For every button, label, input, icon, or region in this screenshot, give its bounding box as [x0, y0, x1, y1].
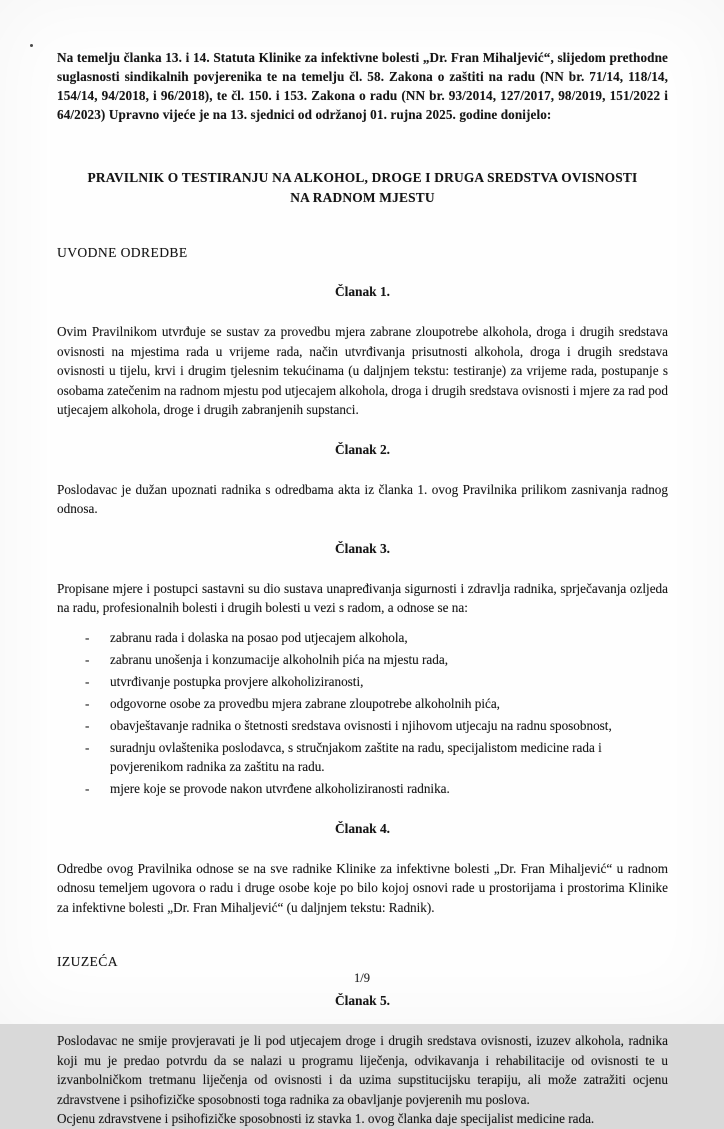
article-1-heading: Članak 1.	[334, 284, 391, 299]
page-number: 1/9	[354, 971, 370, 985]
article-2-paragraph: Poslodavac je dužan upoznati radnika s odredbama akta iz članka 1. ovog Pravilnika prilikom zasnivanja radnog odnosa.	[57, 481, 668, 516]
article-4-paragraph: Odredbe ovog Pravilnika odnose se na sve radnike Klinike za infektivne bolesti „Dr. Fran Mihaljević“ u radnom odnosu temeljem ugovora o radu i druge osobe koje po bilo kojoj osnovi rade u prostorijama i prostorima Klinike za infektivne bolesti „Dr. Fran Mihaljević“ (u daljnjem tekstu: Radnik).	[57, 860, 668, 915]
list-item: - zabranu unošenja i konzumacije alkoholnih pića na mjestu rada,	[85, 650, 668, 670]
list-item: - odgovorne osobe za provedbu mjera zabrane zloupotrebe alkoholnih pića,	[85, 694, 668, 714]
section-heading-uvodne-odredbe: UVODNE ODREDBE	[57, 245, 188, 260]
list-item: - utvrđivanje postupka provjere alkoholiziranosti,	[85, 672, 668, 692]
preamble-paragraph: Na temelju članka 13. i 14. Statuta Klinike za infektivne bolesti „Dr. Fran Mihaljević“, slijedom prethodne suglasnosti sindikalnih povjerenika te na temelju čl. 58. Zakona o zaštiti na radu (NN br. 71/14, 118/14, 154/14, 94/2018, i 96/2018), te čl. 150. i 153. Zakona o radu (NN br. 93/2014, 127/2017, 98/2019, 151/2022 i 64/2023) Upravno vijeće je na 13. sjednici od održanoj 01. rujna 2025. godine donijelo:	[57, 50, 668, 122]
list-item: - obavještavanje radnika o štetnosti sredstava ovisnosti i njihovom utjecaju na radnu sposobnost,	[85, 716, 668, 736]
article-4-heading: Članak 4.	[334, 820, 391, 836]
document-content	[57, 48, 668, 1129]
list-item: - suradnju ovlaštenika poslodavca, s stručnjakom zaštite na radu, specijalistom medicine rada i povjerenikom radnika za zaštitu na radu.	[85, 738, 668, 777]
article-3-dash-list	[57, 628, 668, 799]
article-3-paragraph: Propisane mjere i postupci sastavni su dio sustava unapređivanja sigurnosti i zdravlja radnika, sprječavanja ozljeda na radu, profesionalnih bolesti i drugih bolesti u vezi s radom, a odnose se na:	[57, 580, 668, 615]
document-title: PRAVILNIK O TESTIRANJU NA ALKOHOL, DROGE I DRUGA SREDSTVA OVISNOSTI NA RADNOM MJESTU	[87, 170, 638, 205]
article-3-heading: Članak 3.	[334, 540, 391, 556]
article-1-paragraph: Ovim Pravilnikom utvrđuje se sustav za provedbu mjera zabrane zloupotrebe alkohola, droga i drugih sredstava ovisnosti na mjestima rada u vrijeme rada, način utvrđivanja prisutnosti alkohola, droga i drugih sredstava ovisnosti u tijelu, krvi i drugim tjelesnim tekućinama (u daljnjem tekstu: testiranje) za vrijeme rada, postupanje s osobama zatečenim na radnom mjestu pod utjecajem alkohola, droga i drugih sredstava ovisnosti i mjere za rad pod utjecajem alkohola, droge i drugih zabranjenih supstanci.	[57, 324, 668, 417]
article-5-heading: Članak 5.	[334, 993, 391, 1008]
list-item: - zabranu rada i dolaska na posao pod utjecajem alkohola,	[85, 628, 668, 648]
section-heading-izuzeca: IZUZEĆA	[57, 954, 118, 969]
list-item: - mjere koje se provode nakon utvrđene alkoholiziranosti radnika.	[85, 779, 668, 799]
article-2-heading: Članak 2.	[334, 441, 391, 457]
article-5-paragraph-2: Ocjenu zdravstvene i psihofizičke sposobnosti iz stavka 1. ovog članka daje specijalist medicine rada.	[57, 1111, 595, 1126]
article-5-paragraph-1: Poslodavac ne smije provjeravati je li pod utjecajem droge i drugih sredstava ovisnosti, izuzev alkohola, radnika koji mu je predao potvrdu da se nalazi u programu liječenja, odvikavanja i rehabilitacije od ovisnosti te u izvanbolničkom tretmanu liječenja od ovisnosti i da uzima supstitucijsku terapiju, ali može zatražiti ocjenu zdravstvene i psihofizičke sposobnosti toga radnika za obavljanje povjerenih mu poslova.	[57, 1033, 668, 1107]
scan-speck-artifact	[30, 44, 33, 47]
